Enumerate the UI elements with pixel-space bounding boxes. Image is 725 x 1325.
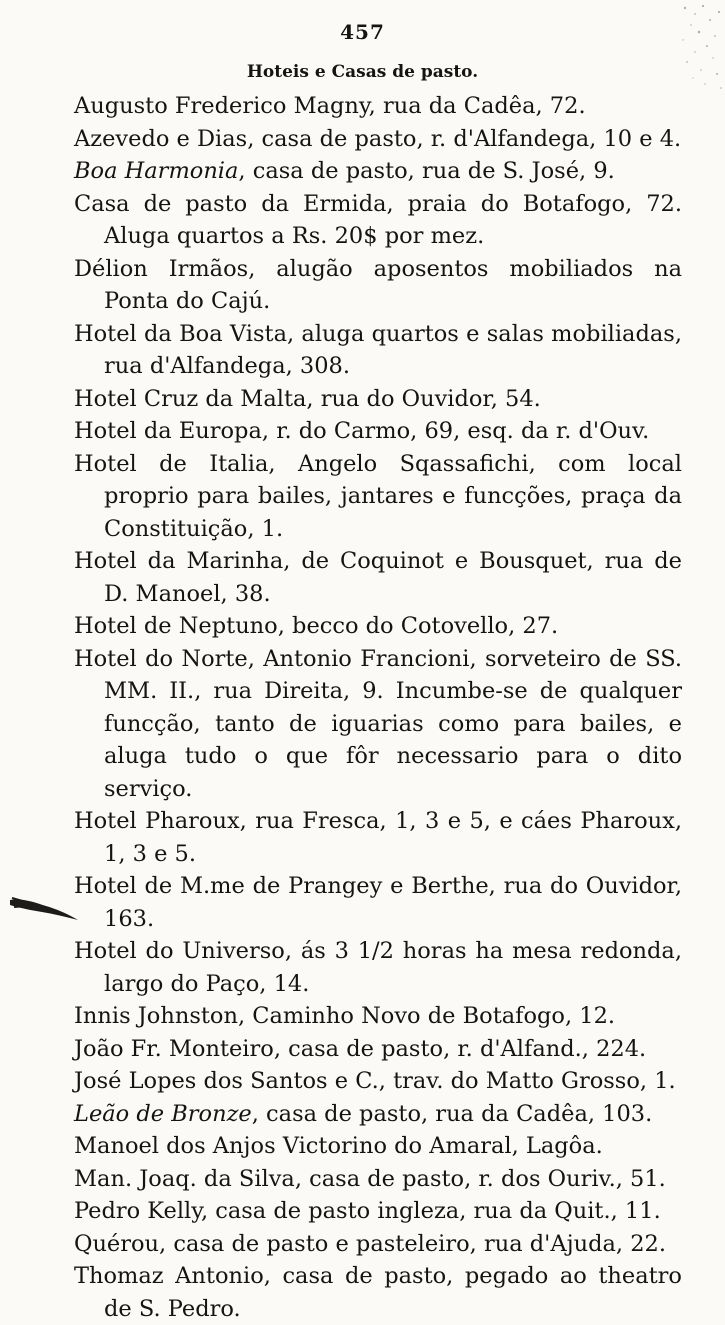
list-item (74, 643, 682, 806)
page-number: 457 (340, 20, 385, 44)
entry-details: , rua da Cadêa, 72. (368, 93, 586, 119)
entry-details: , Angelo Sqassafichi, com local proprio para bailes, jantares e funcções, praça da Constituição, 1. (104, 450, 682, 542)
entry-details: , casa de pasto, r. dos Ouriv., 51. (294, 1165, 666, 1192)
entry-name: Hotel da Marinha (74, 548, 284, 574)
entry-details: , praia do Botafogo, 72. Aluga quartos a Rs. 20$ por mez. (104, 190, 682, 249)
entry-name: Pedro Kelly (74, 1198, 201, 1224)
list-item (74, 935, 682, 1000)
entry-details: , de Coquinot e Bousquet, rua de D. Manoel, 38. (104, 548, 682, 607)
entry-name: Hotel Cruz da Malta (74, 385, 307, 412)
list-item (74, 123, 682, 156)
list-item (74, 545, 682, 610)
entry-name: Leão de Bronze (74, 1100, 252, 1127)
entry-details: , casa de pasto, r. d'Alfand., 224. (273, 1035, 647, 1062)
entry-name: José Lopes dos Santos e C. (74, 1068, 379, 1094)
list-item (74, 155, 682, 188)
entry-details: , trav. do Matto Grosso, 1. (378, 1068, 676, 1094)
list-item (74, 188, 682, 253)
list-item (74, 448, 682, 546)
entry-name: Hotel Pharoux (74, 808, 240, 834)
entry-details: , casa de pasto e pasteleiro, rua d'Ajuda, 22. (159, 1230, 666, 1257)
list-item (74, 1163, 682, 1196)
entry-name: Boa Harmonia (74, 158, 239, 184)
entry-details: , ás 3 1/2 horas ha mesa redonda, largo do Paço, 14. (104, 938, 682, 997)
entry-name: Hotel da Boa Vista (74, 320, 287, 347)
section-title: Hoteis e Casas de pasto. (246, 62, 479, 82)
entry-name: Hotel do Universo (74, 938, 285, 964)
entry-details: , alugão aposentos mobiliados na Ponta do Cajú. (104, 255, 682, 314)
list-item (74, 610, 682, 643)
list-item (74, 805, 682, 870)
list-item (74, 1195, 682, 1228)
entry-name: Délion Irmãos (74, 255, 249, 282)
entry-name: Manoel dos Anjos Victorino do Amaral (74, 1133, 512, 1159)
entry-details: , rua Fresca, 1, 3 e 5, e cáes Pharoux, 1, 3 e 5. (104, 808, 683, 867)
directory-list (74, 90, 682, 1325)
list-item (74, 1228, 682, 1261)
entry-details: , Antonio Francioni, sorveteiro de SS. MM. II., rua Direita, 9. Incumbe-se de qualquer funcção, tanto de iguarias como para bailes, e aluga tudo o que fôr necessario para o dito serviço. (104, 645, 682, 802)
entry-name: Hotel da Europa (74, 418, 262, 444)
entry-name: Quérou (74, 1230, 160, 1257)
entry-details: , rua do Ouvidor, 54. (306, 385, 541, 412)
pointer-mark-icon (8, 890, 80, 924)
entry-name: João Fr. Monteiro (74, 1035, 274, 1062)
list-item (74, 1065, 682, 1098)
list-item (74, 1098, 682, 1131)
paper-speckle-decoration (625, 0, 725, 100)
entry-name: Hotel de Neptuno (74, 613, 278, 639)
entry-name: Hotel de Italia (74, 450, 269, 477)
entry-name: Augusto Frederico Magny (74, 93, 369, 119)
entry-name: Casa de pasto da Ermida (74, 190, 387, 217)
list-item (74, 415, 682, 448)
entry-details: , casa de pasto, pegado ao theatro de S. Pedro. (104, 1263, 682, 1322)
entry-details: , casa de pasto, rua de S. José, 9. (238, 158, 615, 184)
entry-details: , r. do Carmo, 69, esq. da r. d'Ouv. (261, 418, 650, 444)
list-item (74, 1260, 682, 1325)
entry-name: Azevedo e Dias (74, 125, 248, 152)
entry-details: , casa de pasto, rua da Cadêa, 103. (251, 1100, 653, 1127)
entry-details: , casa de pasto, r. d'Alfandega, 10 e 4. (247, 125, 682, 152)
entry-details: , Lagôa. (511, 1133, 603, 1159)
entry-details: , rua do Ouvidor, 163. (104, 873, 682, 932)
entry-name: Hotel do Norte (74, 645, 248, 672)
list-item (74, 90, 682, 123)
list-item (74, 1000, 682, 1033)
list-item (74, 1130, 682, 1163)
list-item (74, 253, 682, 318)
list-item (74, 1033, 682, 1066)
entry-name: Innis Johnston (74, 1003, 238, 1029)
entry-details: , Caminho Novo de Botafogo, 12. (237, 1003, 616, 1029)
entry-name: Thomaz Antonio (74, 1263, 264, 1289)
entry-name: Hotel de M.me de Prangey e Berthe (74, 873, 489, 899)
entry-details: , casa de pasto ingleza, rua da Quit., 11. (200, 1198, 661, 1224)
list-item (74, 383, 682, 416)
entry-details: , becco do Cotovello, 27. (277, 613, 559, 639)
entry-name: Man. Joaq. da Silva (74, 1165, 295, 1192)
entry-details: , aluga quartos e salas mobiliadas, rua d'Alfandega, 308. (104, 320, 682, 379)
list-item (74, 318, 682, 383)
list-item (74, 870, 682, 935)
